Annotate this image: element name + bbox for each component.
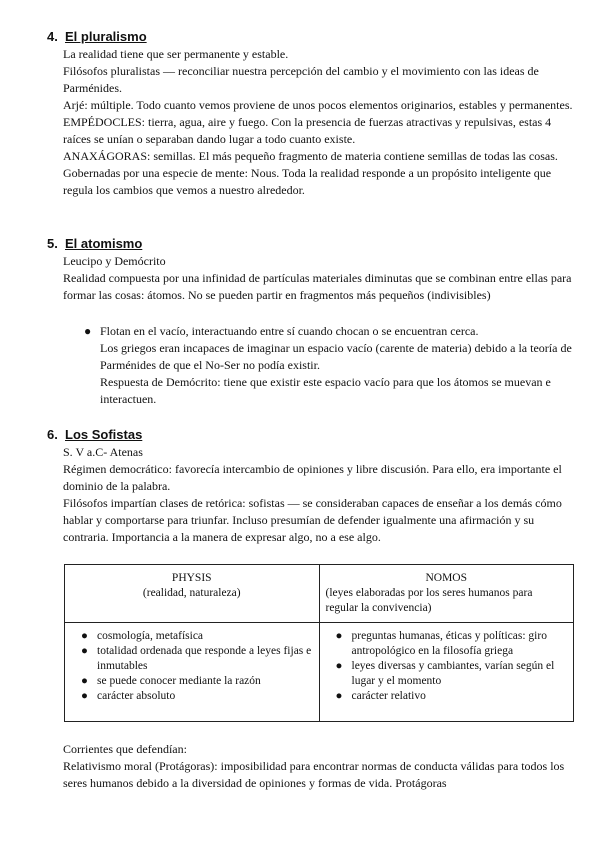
closing-text [63, 741, 575, 792]
list-item-text: Flotan en el vacío, interactuando entre sí cuando chocan o se encuentran cerca. [100, 324, 479, 338]
bullet-icon: ● [81, 675, 88, 687]
paragraph: S. V a.C- Atenas [63, 445, 143, 459]
list-item-text: se puede conocer mediante la razón [97, 675, 261, 687]
physis-subheader: (realidad, naturaleza) [142, 587, 241, 599]
paragraph: Relativismo moral (Protágoras): imposibilidad para encontrar normas de conducta válidas para todos los seres humanos debido a la diversidad de opiniones y formas de vida. Protágoras [63, 759, 565, 790]
physis-nomos-table [64, 564, 574, 722]
nomos-items-cell [319, 623, 574, 722]
section-number: 4. [47, 29, 58, 44]
bullet-icon: ● [84, 324, 92, 338]
physis-header-cell [65, 565, 320, 623]
paragraph: La realidad tiene que ser permanente y estable. [63, 47, 289, 61]
section-title: El atomismo [65, 236, 143, 251]
list-item-text: carácter absoluto [97, 690, 176, 702]
paragraph: Corrientes que defendían: [63, 742, 187, 756]
physis-items-cell [65, 623, 320, 722]
nomos-header-cell [319, 565, 574, 623]
list-item-text: preguntas humanas, éticas y políticas: giro antropológico en la filosofía griega [351, 630, 547, 657]
list-item-text: leyes diversas y cambiantes, varían según el lugar y el momento [351, 660, 555, 687]
bullet-icon: ● [335, 630, 343, 642]
paragraph: Filósofos pluralistas — reconciliar nuestra percepción del cambio y el movimiento con las ideas de Parménides. [63, 64, 539, 95]
list-item [336, 629, 568, 659]
physis-header: PHYSIS [171, 572, 212, 584]
table-header-row [65, 565, 574, 623]
paragraph: EMPÉDOCLES: tierra, agua, aire y fuego. Con la presencia de fuerzas atractivas y repulsivas, estas 4 raíces se unían o separaban dando lugar a todo cuanto existe. [63, 115, 552, 146]
bullet-icon: ● [81, 630, 88, 642]
list-item [81, 629, 313, 644]
section-title: Los Sofistas [65, 427, 143, 442]
section-title: El pluralismo [65, 29, 147, 44]
section-number: 6. [47, 427, 58, 442]
list-item [336, 689, 568, 704]
section-heading-pluralismo [47, 29, 147, 45]
paragraph: Arjé: múltiple. Todo cuanto vemos proviene de unos pocos elementos originarios, estables y permanentes. [63, 98, 573, 112]
physis-list [71, 629, 313, 704]
list-item-text: carácter relativo [351, 690, 426, 702]
bullet-icon: ● [335, 690, 343, 702]
paragraph: ANAXÁGORAS: semillas. El más pequeño fragmento de materia contiene semillas de todas las cosas. Gobernadas por una especie de mente: Nous. Toda la realidad responde a un propósito inteligente que regula los cambios que vemos a nuestro alrededor. [63, 149, 558, 197]
section-body-atomismo [63, 253, 573, 304]
paragraph: Régimen democrático: favorecía intercambio de opiniones y libre discusión. Para ello, era importante el dominio de la palabra. [63, 462, 562, 493]
bullet-list-atomismo [84, 323, 574, 340]
list-item [84, 323, 574, 340]
section-heading-sofistas [47, 427, 142, 443]
nomos-header: NOMOS [425, 572, 468, 584]
table-row [65, 623, 574, 722]
paragraph: Realidad compuesta por una infinidad de partículas materiales diminutas que se combinan entre ellas para formar las cosas: átomos. No se pueden partir en fragmentos más pequeños (indivisibles) [63, 271, 572, 302]
bullet-icon: ● [81, 645, 88, 657]
bullet-icon: ● [335, 660, 343, 672]
paragraph: Filósofos impartían clases de retórica: sofistas — se consideraban capaces de enseñar a los demás cómo hablar y comportarse para triunfar. Incluso presumían de defender igualmente una afirmación y su contraria. Importancia a la manera de expresar algo, no a ese algo. [63, 496, 562, 544]
list-item-text: totalidad ordenada que responde a leyes fijas e inmutables [97, 645, 312, 672]
bullet-icon: ● [81, 690, 88, 702]
section-heading-atomismo [47, 236, 142, 252]
nomos-list [326, 629, 568, 704]
list-item [81, 689, 313, 704]
list-item-text: cosmología, metafísica [97, 630, 204, 642]
list-item [81, 674, 313, 689]
section-number: 5. [47, 236, 58, 251]
section-body-sofistas [63, 444, 573, 546]
bullet-continuation [100, 340, 575, 408]
paragraph: Los griegos eran incapaces de imaginar un espacio vacío (carente de materia) debido a la teoría de Parménides de que el No-Ser no podía existir. [100, 341, 572, 372]
list-item [81, 644, 313, 674]
paragraph: Respuesta de Demócrito: tiene que existir este espacio vacío para que los átomos se muevan e interactuen. [100, 375, 551, 406]
nomos-subheader: (leyes elaboradas por los seres humanos para regular la convivencia) [325, 587, 533, 614]
section-body-pluralismo [63, 46, 573, 199]
list-item [336, 659, 568, 689]
paragraph: Leucipo y Demócrito [63, 254, 166, 268]
